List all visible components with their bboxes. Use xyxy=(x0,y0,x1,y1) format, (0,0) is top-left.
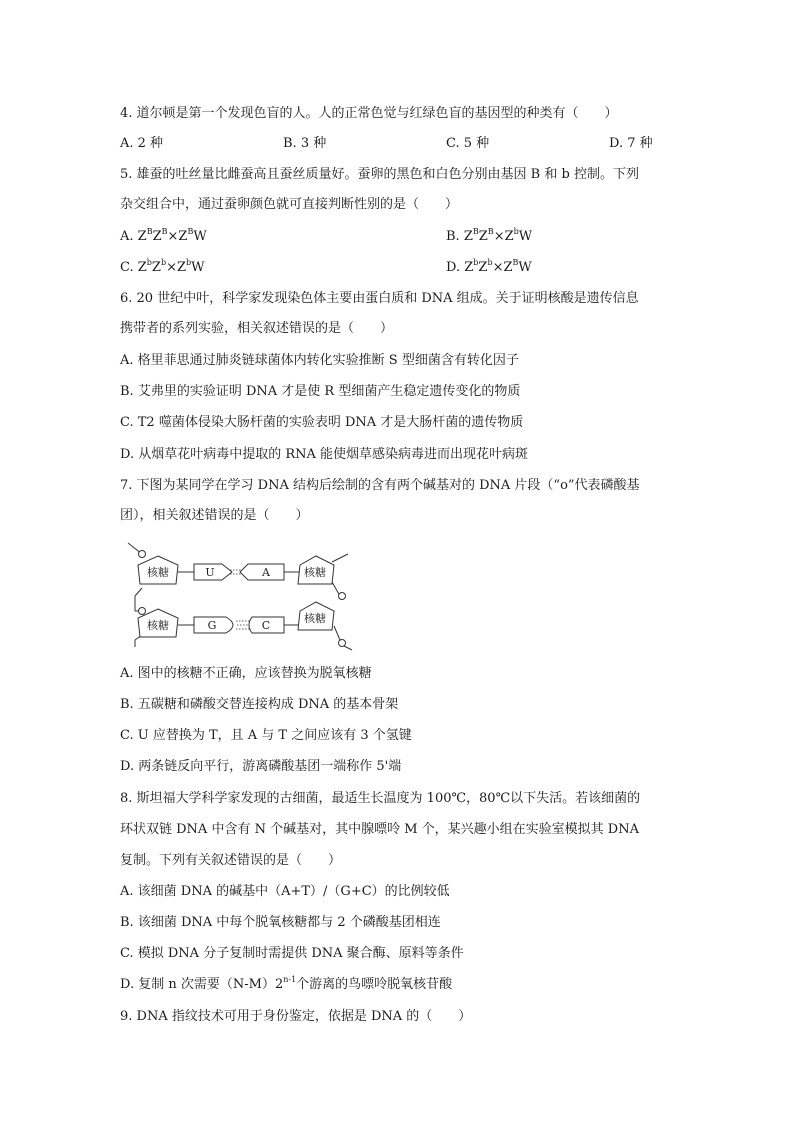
bond-line xyxy=(135,588,142,596)
q8-stem-line3: 复制。下列有关叙述错误的是（ ） xyxy=(120,853,342,868)
q5-option-c: C. $Z^bZ^b\times Z^bW$ xyxy=(120,258,205,275)
q7-option-d: D. 两条链反向平行，游离磷酸基团一端称作 5'端 xyxy=(120,759,402,774)
q7-stem-line1: 7. 下图为某同学在学习 DNA 结构后绘制的含有两个碱基对的 DNA 片段（“o”代表磷酸基 xyxy=(120,478,640,493)
q7-option-a: A. 图中的核糖不正确，应该替换为脱氧核糖 xyxy=(120,666,372,681)
dna-fragment-diagram xyxy=(118,536,358,654)
q8-stem-line2: 环状双链 DNA 中含有 N 个碱基对，其中腺嘌呤 M 个，某兴趣小组在实验室模拟其 DNA xyxy=(120,822,639,837)
q5-stem-line2: 杂交组合中，通过蚕卵颜色就可直接判断性别的是（ ） xyxy=(120,197,459,212)
phosphate-circle xyxy=(139,551,146,558)
q5-option-d: D. $Z^bZ^b\times Z^BW$ xyxy=(446,258,532,275)
bond-line xyxy=(334,626,340,640)
q6-stem-line1: 6. 20 世纪中叶，科学家发现染色体主要由蛋白质和 DNA 组成。关于证明核酸是遗传信息 xyxy=(120,291,639,306)
q4-stem: 4. 道尔顿是第一个发现色盲的人。人的正常色觉与红绿色盲的基因型的种类有（ ） xyxy=(120,106,618,121)
q4-option-b: B. 3 种 xyxy=(283,136,327,151)
q8-option-a: A. 该细菌 DNA 的碱基中（A+T）/（G+C）的比例较低 xyxy=(120,884,450,899)
q5-option-a: A. $Z^BZ^B\times Z^BW$ xyxy=(120,227,207,244)
q9-stem: 9. DNA 指纹技术可用于身份鉴定，依据是 DNA 的（ ） xyxy=(120,1009,472,1024)
q8-option-c: C. 模拟 DNA 分子复制时需提供 DNA 聚合酶、原料等条件 xyxy=(120,946,464,961)
q8-stem-line1: 8. 斯坦福大学科学家发现的古细菌，最适生长温度为 100℃，80℃以下失活。若该细菌的 xyxy=(120,791,641,806)
sugar-label-1: 核糖 xyxy=(147,566,169,579)
phosphate-circle xyxy=(139,608,146,615)
q5-stem-line1: 5. 雄蚕的吐丝量比雌蚕高且蚕丝质量好。蚕卵的黑色和白色分别由基因 B 和 b 控制。下列 xyxy=(120,167,639,182)
sugar-label-3: 核糖 xyxy=(304,566,326,579)
q8-option-d: D. 复制 n 次需要（N-M）2$^{n-1}$个游离的鸟嘌呤脱氧核苷酸 xyxy=(120,975,453,992)
q7-stem-line2: 团），相关叙述错误的是（ ） xyxy=(120,508,309,523)
phosphate-circle xyxy=(339,593,346,600)
q8-option-b: B. 该细菌 DNA 中每个脱氧核糖都与 2 个磷酸基团相连 xyxy=(120,915,441,930)
q7-option-c: C. U 应替换为 T，且 A 与 T 之间应该有 3 个氢键 xyxy=(120,728,412,743)
q6-stem-line2: 携带者的系列实验，相关叙述错误的是（ ） xyxy=(120,321,394,336)
bond-line xyxy=(344,646,352,650)
q6-option-d: D. 从烟草花叶病毒中提取的 RNA 能使烟草感染病毒进而出现花叶病斑 xyxy=(120,447,529,462)
sugar-label-2: 核糖 xyxy=(147,619,169,632)
base-label-g: G xyxy=(207,619,217,632)
q4-option-c: C. 5 种 xyxy=(446,136,490,151)
phosphate-circle xyxy=(339,640,346,647)
q4-option-a: A. 2 种 xyxy=(120,136,164,151)
q6-option-c: C. T2 噬菌体侵染大肠杆菌的实验表明 DNA 才是大肠杆菌的遗传物质 xyxy=(120,415,524,430)
base-label-u: U xyxy=(205,566,215,579)
sugar-label-4: 核糖 xyxy=(304,612,326,625)
bond-line xyxy=(332,554,348,562)
q6-option-b: B. 艾弗里的实验证明 DNA 才是使 R 型细菌产生稳定遗传变化的物质 xyxy=(120,384,521,399)
base-label-c: C xyxy=(261,619,271,632)
q4-option-d: D. 7 种 xyxy=(609,136,653,151)
base-label-a: A xyxy=(262,566,270,579)
q5-option-b: B. $Z^BZ^B\times Z^bW$ xyxy=(446,227,533,244)
q7-option-b: B. 五碳糖和磷酸交替连接构成 DNA 的基本骨架 xyxy=(120,697,399,712)
q6-option-a: A. 格里菲思通过肺炎链球菌体内转化实验推断 S 型细菌含有转化因子 xyxy=(120,353,519,368)
